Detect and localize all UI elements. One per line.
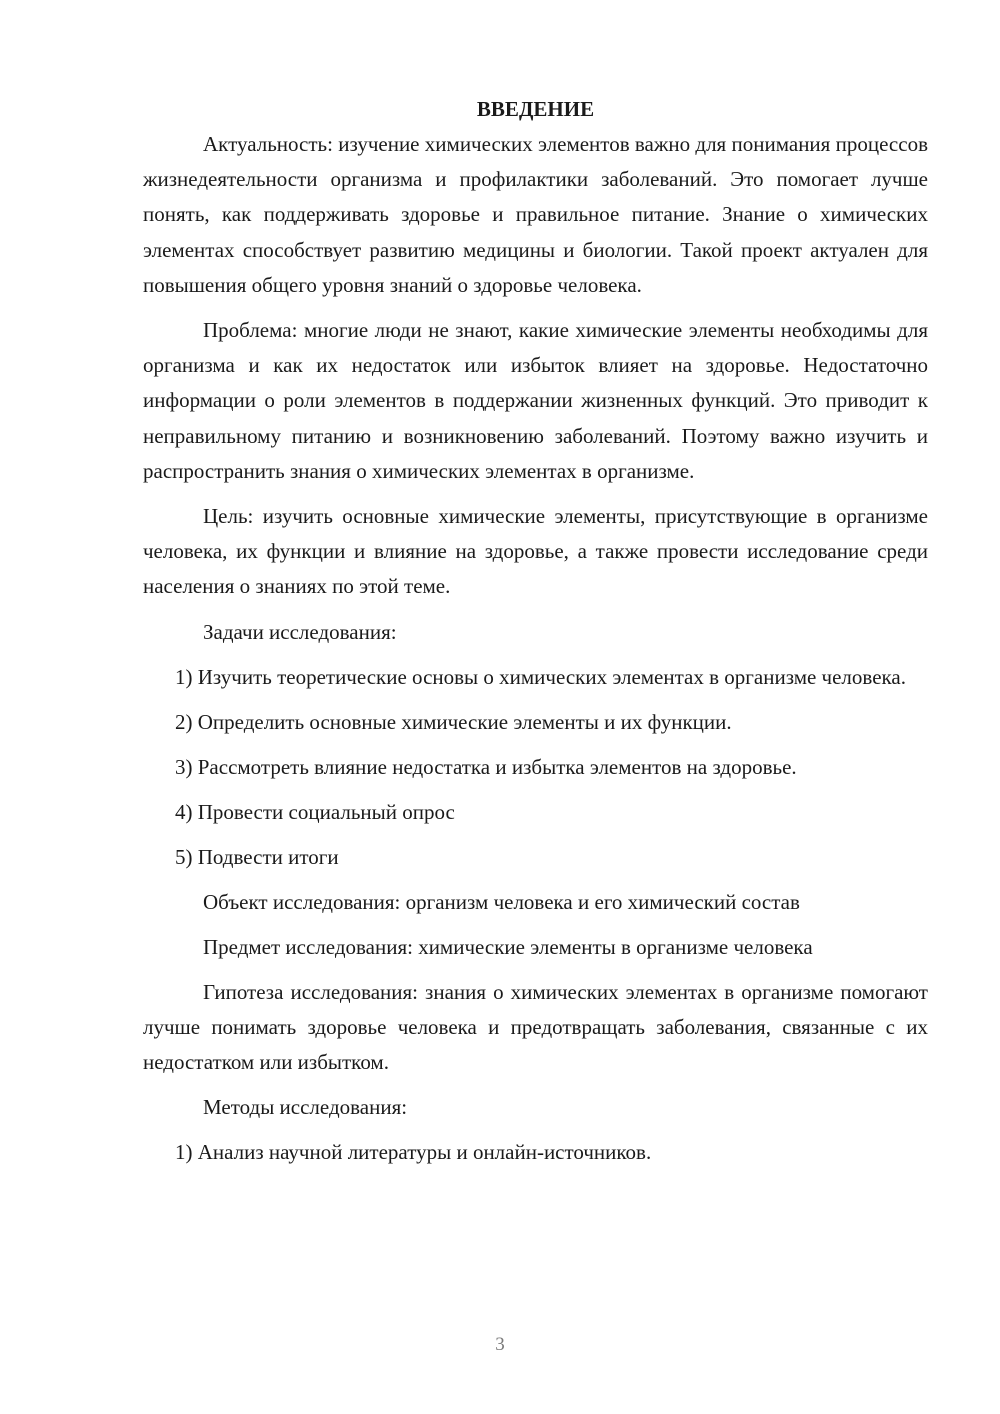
page-title: ВВЕДЕНИЕ: [476, 97, 595, 121]
subject-line: Предмет исследования: химические элементы в организме человека: [203, 934, 813, 959]
methods-heading: Методы исследования:: [203, 1095, 408, 1120]
task-item: 4) Провести социальный опрос: [175, 799, 455, 824]
task-item: 1) Изучить теоретические основы о химических элементах в организме человека.: [175, 664, 906, 689]
method-item: 1) Анализ научной литературы и онлайн-источников.: [175, 1140, 652, 1165]
task-item: 5) Подвести итоги: [175, 844, 339, 869]
goal-paragraph: Цель: изучить основные химические элементы, присутствующие в организме человека, их функции и влияние на здоровье, а также провести исследование среди населения о знаниях по этой теме.: [143, 504, 928, 599]
relevance-paragraph: Актуальность: изучение химических элементов важно для понимания процессов жизнедеятельности организма и профилактики заболеваний. Это помогает лучше понять, как поддерживать здоровье и правильное питание. Знание о химических элементах способствует развитию медицины и биологии. Такой проект актуален для повышения общего уровня знаний о здоровье человека.: [143, 132, 928, 297]
hypothesis-paragraph: Гипотеза исследования: знания о химических элементах в организме помогают лучше понимать здоровье человека и предотвращать заболевания, связанные с их недостатком или избытком.: [143, 979, 928, 1075]
page-number: 3: [495, 1334, 505, 1355]
tasks-heading: Задачи исследования:: [203, 619, 397, 644]
problem-paragraph: Проблема: многие люди не знают, какие химические элементы необходимы для организма и как их недостаток или избыток влияет на здоровье. Недостаточно информации о роли элементов в поддержании жизненных функций. Это приводит к неправильному питанию и возникновению заболеваний. Поэтому важно изучить и распространить знания о химических элементах в организме.: [143, 318, 928, 483]
object-line: Объект исследования: организм человека и его химический состав: [203, 889, 800, 914]
task-item: 2) Определить основные химические элементы и их функции.: [175, 709, 732, 734]
task-item: 3) Рассмотреть влияние недостатка и избытка элементов на здоровье.: [175, 754, 797, 779]
document-body: [143, 92, 928, 1180]
